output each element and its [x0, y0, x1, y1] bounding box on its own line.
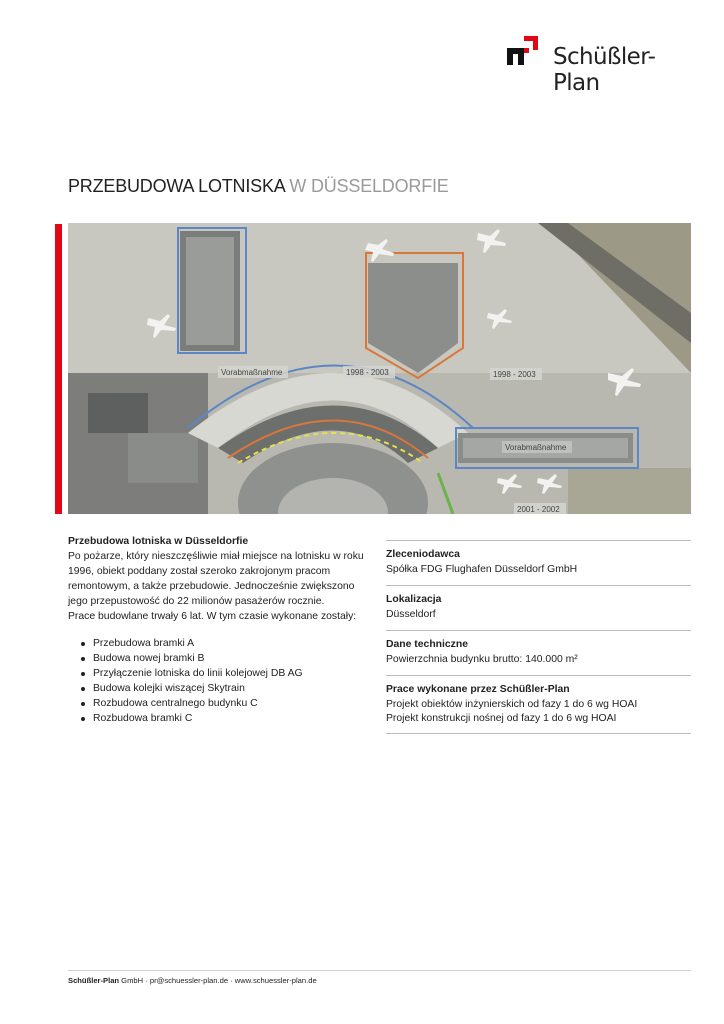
description-paragraph-2: Prace budowlane trwały 6 lat. W tym czasie wykonane zostały:	[68, 611, 357, 622]
list-item: Przebudowa bramki A	[93, 636, 373, 651]
photo-label-5: 2001 - 2002	[517, 505, 560, 514]
photo-label-3: 1998 - 2003	[493, 370, 536, 379]
footer-divider	[68, 970, 691, 971]
location-value: Düsseldorf	[386, 608, 436, 620]
work-line-1: Projekt obiektów inżynierskich od fazy 1 do 6 wg HOAI	[386, 698, 638, 710]
photo-label-4: Vorabmaßnahme	[505, 443, 567, 452]
project-info	[386, 540, 691, 734]
list-item: Rozbudowa bramki C	[93, 711, 373, 726]
logo-mark-icon	[507, 36, 541, 66]
description-heading: Przebudowa lotniska w Düsseldorfie	[68, 536, 249, 547]
client-label: Zleceniodawca	[386, 549, 460, 560]
tech-label: Dane techniczne	[386, 639, 468, 650]
works-list	[68, 636, 373, 726]
photo-label-1: Vorabmaßnahme	[221, 368, 283, 377]
aerial-photo-drawing	[68, 223, 691, 514]
brand-name: Schüßler-Plan	[553, 44, 656, 96]
title-sub: W DÜSSELDORFIE	[289, 176, 449, 196]
location-block	[386, 585, 691, 630]
footer	[68, 976, 317, 985]
list-item: Przyłączenie lotniska do linii kolejowej DB AG	[93, 666, 373, 681]
work-label: Prace wykonane przez Schüßler-Plan	[386, 684, 570, 695]
work-line-2: Projekt konstrukcji nośnej od fazy 1 do 6 wg HOAI	[386, 713, 617, 724]
footer-contact: GmbH · pr@schuessler-plan.de · www.schuessler-plan.de	[119, 976, 317, 985]
description-paragraph: Po pożarze, który nieszczęśliwie miał miejsce na lotnisku w roku 1996, obiekt poddany został szeroko zakrojonym pracom remontowym, a także przebudowie. Jednocześnie zwiększono jego przepustowość do 22 milionów pasażerów rocznie.	[68, 551, 364, 607]
client-value: Spółka FDG Flughafen Düsseldorf GmbH	[386, 563, 578, 575]
accent-bar	[55, 224, 62, 514]
work-block	[386, 675, 691, 734]
list-item: Budowa kolejki wiszącej Skytrain	[93, 681, 373, 696]
company-logo	[507, 36, 697, 96]
project-description	[68, 534, 373, 726]
page-title	[68, 176, 449, 197]
title-main: PRZEBUDOWA LOTNISKA	[68, 176, 285, 196]
footer-company: Schüßler-Plan	[68, 976, 120, 985]
photo-label-2: 1998 - 2003	[346, 368, 389, 377]
list-item: Rozbudowa centralnego budynku C	[93, 696, 373, 711]
tech-value: Powierzchnia budynku brutto: 140.000 m²	[386, 653, 578, 665]
airport-aerial-photo	[68, 223, 691, 514]
list-item: Budowa nowej bramki B	[93, 651, 373, 666]
client-block	[386, 540, 691, 585]
tech-block	[386, 630, 691, 675]
location-label: Lokalizacja	[386, 594, 442, 605]
